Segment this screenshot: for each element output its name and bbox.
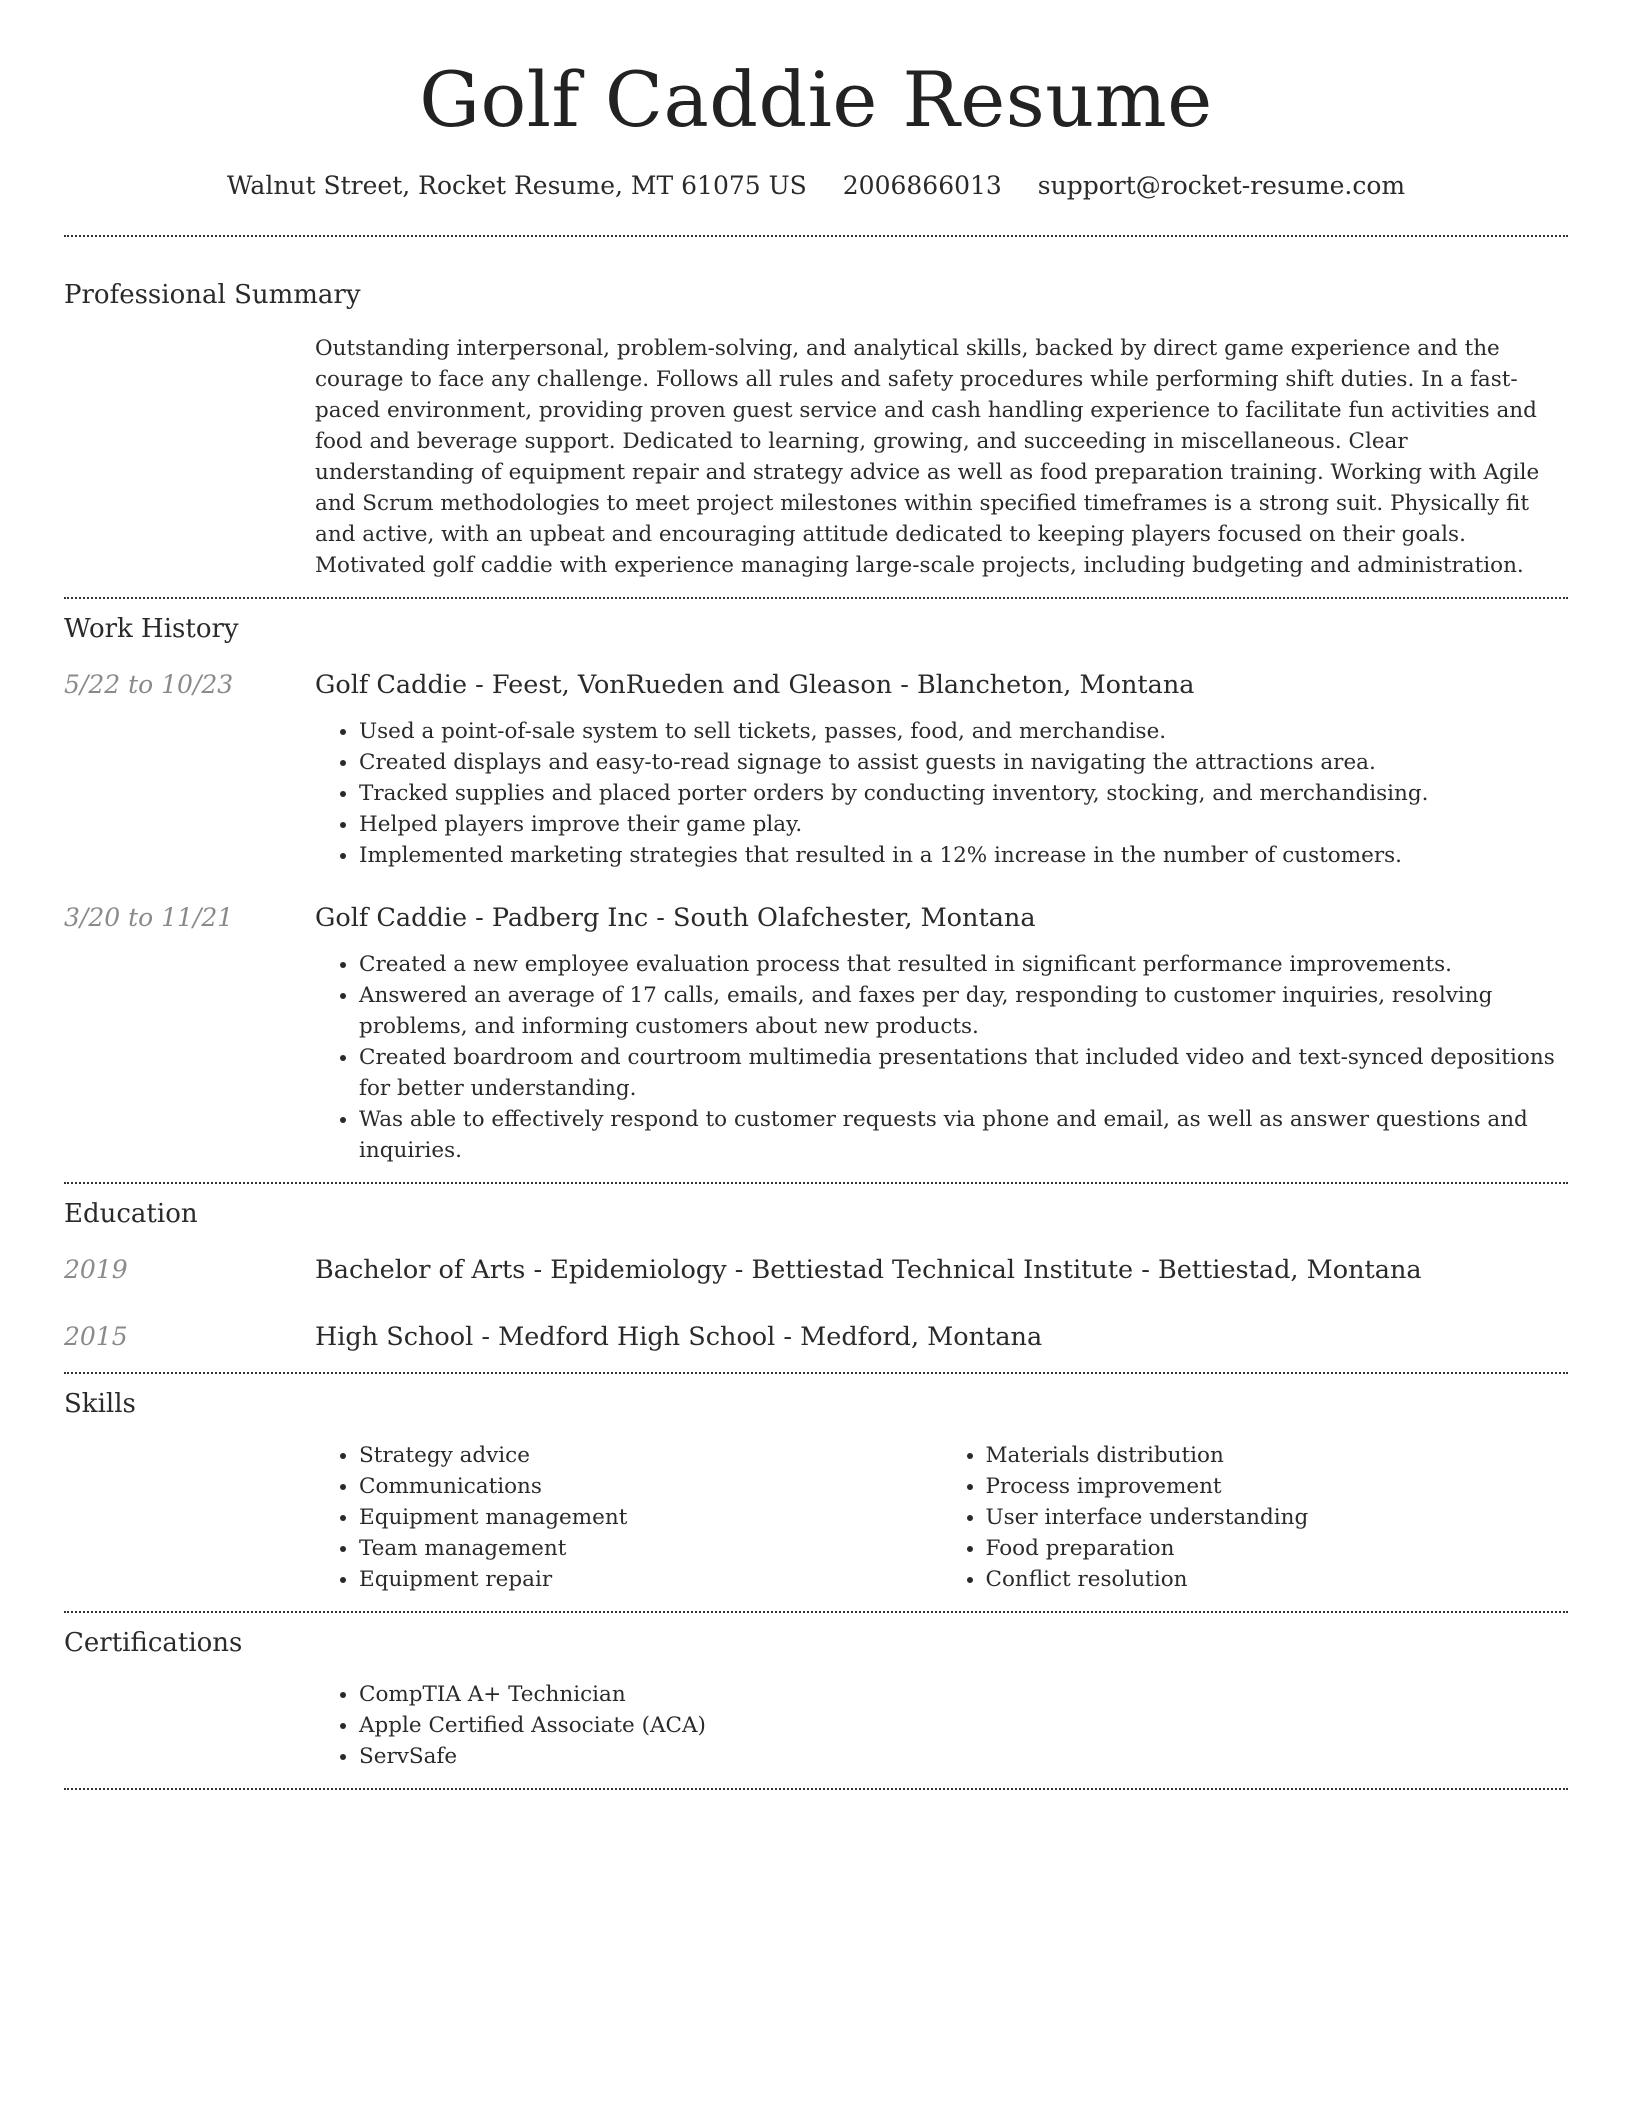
certification-item: • CompTIA A+ Technician (359, 1679, 1568, 1710)
skills-heading: Skills (64, 1389, 136, 1419)
education-text: High School - Medford High School - Medford, Montana (315, 1322, 1043, 1352)
job-entry (64, 667, 1568, 871)
skill-item: • Communications (359, 1471, 942, 1502)
resume-page (64, 0, 1568, 1790)
divider (64, 235, 1568, 237)
job-bullets (315, 949, 1568, 1166)
list-item: • Created displays and easy-to-read signage to assist guests in navigating the attractions area. (359, 747, 1568, 778)
job-entry (64, 900, 1568, 1166)
contact-email: support@rocket-resume.com (1037, 171, 1406, 200)
work-history-heading: Work History (64, 614, 239, 644)
list-item: • Was able to effectively respond to customer requests via phone and email, as well as answer questions and inquiries. (359, 1104, 1568, 1166)
list-item: • Implemented marketing strategies that resulted in a 12% increase in the number of customers. (359, 840, 1568, 871)
list-item: • Created a new employee evaluation process that resulted in significant performance improvements. (359, 949, 1568, 980)
certifications-heading: Certifications (64, 1628, 243, 1658)
education-year: 2015 (64, 1322, 128, 1351)
divider (64, 597, 1568, 599)
education-heading: Education (64, 1199, 198, 1229)
skill-item: • User interface understanding (986, 1502, 1569, 1533)
job-details (315, 667, 1568, 871)
skills-list-right (942, 1440, 1569, 1595)
skill-item: • Strategy advice (359, 1440, 942, 1471)
skill-item: • Process improvement (986, 1471, 1569, 1502)
job-title: Golf Caddie - Feest, VonRueden and Gleason - Blancheton, Montana (315, 670, 1195, 700)
education-entry (64, 1252, 1568, 1288)
contact-line (64, 168, 1568, 204)
list-item: • Helped players improve their game play. (359, 809, 1568, 840)
skill-item: • Equipment management (359, 1502, 942, 1533)
certifications-section (315, 1679, 1568, 1772)
job-dates: 5/22 to 10/23 (64, 670, 234, 699)
job-dates: 3/20 to 11/21 (64, 903, 234, 932)
divider (64, 1372, 1568, 1374)
summary-section (315, 333, 1568, 581)
certification-item: • Apple Certified Associate (ACA) (359, 1710, 1568, 1741)
job-bullets (315, 716, 1568, 871)
list-item: • Answered an average of 17 calls, emails, and faxes per day, responding to customer inquiries, resolving problems, and informing customers about new products. (359, 980, 1568, 1042)
list-item: • Tracked supplies and placed porter orders by conducting inventory, stocking, and merchandising. (359, 778, 1568, 809)
certification-item: • ServSafe (359, 1741, 1568, 1772)
list-item: • Created boardroom and courtroom multimedia presentations that included video and text-synced depositions for better understanding. (359, 1042, 1568, 1104)
education-year: 2019 (64, 1255, 128, 1284)
contact-phone: 2006866013 (842, 171, 1002, 200)
skills-list-left (315, 1440, 942, 1595)
skill-item: • Team management (359, 1533, 942, 1564)
skills-columns (315, 1440, 1568, 1595)
divider (64, 1788, 1568, 1790)
skill-item: • Materials distribution (986, 1440, 1569, 1471)
certifications-list (315, 1679, 1568, 1772)
list-item: • Used a point-of-sale system to sell tickets, passes, food, and merchandise. (359, 716, 1568, 747)
contact-address: Walnut Street, Rocket Resume, MT 61075 US (226, 171, 807, 200)
resume-title: Golf Caddie Resume (419, 55, 1213, 144)
skill-item: • Conflict resolution (986, 1564, 1569, 1595)
divider (64, 1182, 1568, 1184)
summary-text: Outstanding interpersonal, problem-solving, and analytical skills, backed by direct game experience and the courage to face any challenge. Follows all rules and safety procedures while performing shift duties. In a fast-paced environment, providing proven guest service and cash handling experience to facilitate fun activities and food and beverage support. Dedicated to learning, growing, and succeeding in miscellaneous. Clear understanding of equipment repair and strategy advice as well as food preparation training. Working with Agile and Scrum methodologies to meet project milestones within specified timeframes is a strong suit. Physically fit and active, with an upbeat and encouraging attitude dedicated to keeping players focused on their goals. Motivated golf caddie with experience managing large-scale projects, including budgeting and administration. (315, 336, 1540, 578)
job-details (315, 900, 1568, 1166)
job-title: Golf Caddie - Padberg Inc - South Olafchester, Montana (315, 903, 1036, 933)
divider (64, 1611, 1568, 1613)
education-text: Bachelor of Arts - Epidemiology - Bettiestad Technical Institute - Bettiestad, Montana (315, 1255, 1422, 1285)
summary-heading: Professional Summary (64, 280, 361, 310)
skill-item: • Equipment repair (359, 1564, 942, 1595)
skill-item: • Food preparation (986, 1533, 1569, 1564)
education-entry (64, 1319, 1568, 1355)
